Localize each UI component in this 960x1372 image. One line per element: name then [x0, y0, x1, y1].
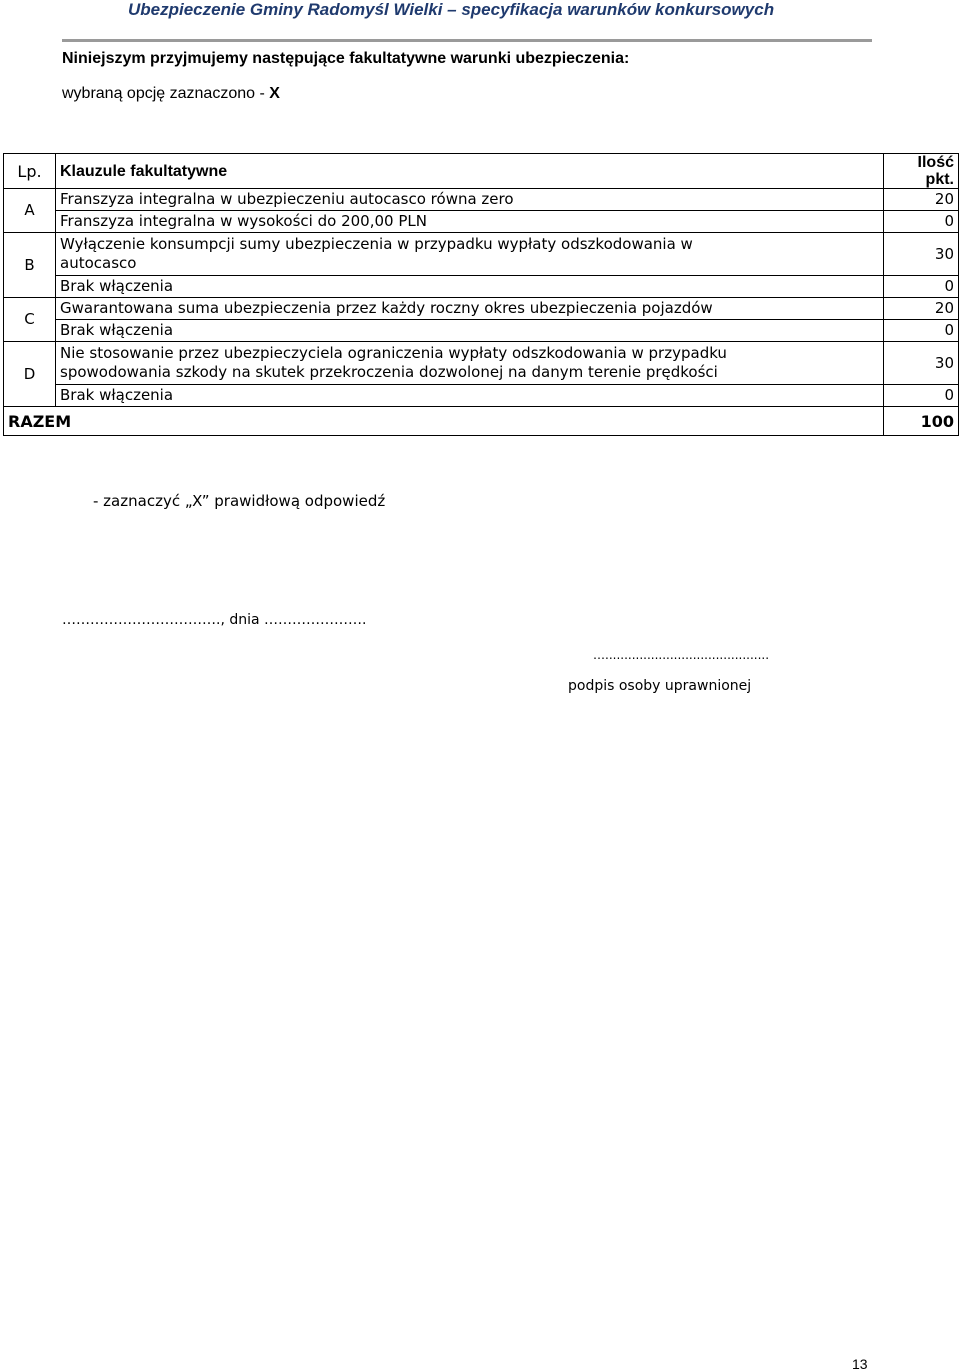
option-points: 20 — [884, 298, 959, 320]
clauses-table — [3, 153, 959, 436]
date-field: ……………………………., dnia …………………. — [62, 612, 367, 628]
total-label: RAZEM — [4, 407, 884, 436]
option-points: 0 — [884, 276, 959, 298]
option-points: 0 — [884, 385, 959, 407]
option-text: Brak włączenia — [56, 276, 884, 298]
selection-hint-text: wybraną opcję zaznaczono - — [62, 85, 270, 102]
document-header-title: Ubezpieczenie Gminy Radomyśl Wielki – specyfikacja warunków konkursowych — [128, 0, 775, 19]
group-lp-a: A — [4, 189, 56, 233]
table-row — [4, 233, 959, 276]
page-number: 13 — [852, 1356, 868, 1372]
option-points: 20 — [884, 189, 959, 211]
option-text: Brak włączenia — [56, 320, 884, 342]
selection-hint — [62, 84, 280, 104]
table-row — [4, 385, 959, 407]
signature-field: …........................................... — [593, 648, 770, 662]
group-lp-d: D — [4, 342, 56, 407]
instruction-note: - zaznaczyć „X” prawidłową odpowiedź — [93, 492, 386, 510]
option-points: 30 — [884, 342, 959, 385]
total-value: 100 — [884, 407, 959, 436]
selection-mark: X — [269, 85, 280, 102]
table-row — [4, 276, 959, 298]
option-text: Wyłączenie konsumpcji sumy ubezpieczenia w przypadku wypłaty odszkodowania w autocasco — [56, 233, 884, 276]
table-row — [4, 189, 959, 211]
option-points: 0 — [884, 211, 959, 233]
table-row — [4, 320, 959, 342]
signature-label: podpis osoby uprawnionej — [568, 678, 752, 694]
group-lp-b: B — [4, 233, 56, 298]
total-row — [4, 407, 959, 436]
option-text: Franszyza integralna w wysokości do 200,00 PLN — [56, 211, 884, 233]
table-row — [4, 211, 959, 233]
option-text: Nie stosowanie przez ubezpieczyciela ograniczenia wypłaty odszkodowania w przypadku spowodowania szkody na skutek przekroczenia dozwolonej na danym terenie prędkości — [56, 342, 884, 385]
option-text: Gwarantowana suma ubezpieczenia przez każdy roczny okres ubezpieczenia pojazdów — [56, 298, 884, 320]
group-lp-c: C — [4, 298, 56, 342]
option-text: Franszyza integralna w ubezpieczeniu autocasco równa zero — [56, 189, 884, 211]
option-points: 30 — [884, 233, 959, 276]
table-row — [4, 342, 959, 385]
option-points: 0 — [884, 320, 959, 342]
header-clause: Klauzule fakultatywne — [56, 154, 884, 189]
header-points: Ilość pkt. — [884, 154, 959, 189]
table-header-row — [4, 154, 959, 189]
option-text: Brak włączenia — [56, 385, 884, 407]
header-divider — [62, 39, 872, 42]
intro-statement: Niniejszym przyjmujemy następujące fakultatywne warunki ubezpieczenia: — [62, 50, 630, 67]
header-lp: Lp. — [4, 154, 56, 189]
table-row — [4, 298, 959, 320]
